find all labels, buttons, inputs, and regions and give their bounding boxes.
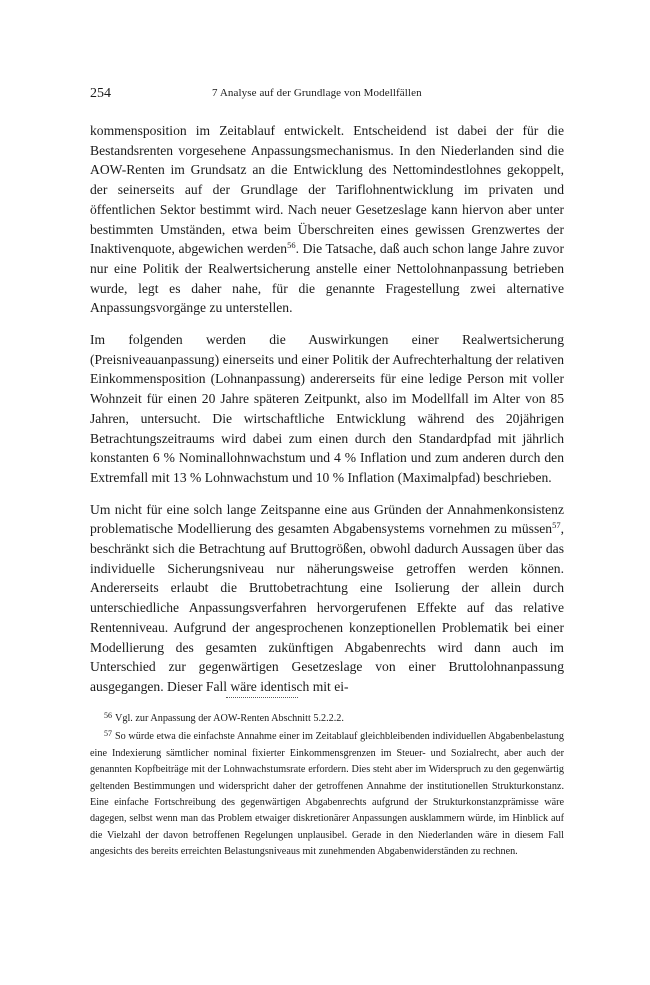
footnote-text: So würde etwa die einfachste Annahme einer im Zeitablauf gleichbleibenden individuellen Abgabenbelastung eine Indexierung sämtlicher nominal fixierter Einkommensgrenzen im Steuer- und Sozialrecht, aber auch der genannten Kopfbeiträge mit der Lohnwachstumsrate erfordern. Dies steht aber im Widerspruch zu den gegenwärtig geltenden Bestimmungen und widerspricht daher der getroffenen Annahme der institutionellen Strukturkonstanz. Eine einfache Fortschreibung des gegenwärtigen Abgabenrechts aufgrund der Strukturkonstanzprämisse wäre dagegen, selbst wenn man das Problem etwaiger diskretionärer Anpassungen ausklammern würde, im Hinblick auf die Vielzahl der davon betroffenen Regelungen unplausibel. Gerade in den Niederlanden wäre in diesem Fall angesichts des bereits erreichten Belastungsniveaus mit zunehmenden Abgabenwiderständen zu rechnen. [90,731,564,858]
page-number: 254 [90,86,111,101]
paragraph-2: Im folgenden werden die Auswirkungen einer Realwertsicherung (Preisniveauanpassung) einerseits und einer Politik der Aufrechterhaltung der relativen Einkommensposition (Lohnanpassung) andererseits für eine ledige Person mit voller Wohnzeit für einen 20 Jahre späteren Zeitpunkt, also im Modellfall im Alter von 85 Jahren, untersucht. Die wirtschaftliche Entwicklung während des 20jährigen Betrachtungszeitraums wird dabei zum einen durch den Standardpfad mit jährlich konstanten 6 % Nominallohnwachstum und 4 % Inflation und zum anderen durch den Extremfall mit 13 % Lohnwachstum und 10 % Inflation (Maximalpfad) beschrieben. [90,332,564,485]
body-text [90,121,564,709]
footnote-56 [90,711,564,727]
footnote-mark: 57 [104,729,112,739]
footnotes [90,711,564,863]
paragraph-3-text-b: , beschränkt sich die Betrachtung auf Bruttogrößen, obwohl dadurch Aussagen über das individuelle Sicherungsniveau nur näherungsweise getroffen werden können. Andererseits erlaubt die Bruttobetrachtung eine Isolierung der allein durch unterschiedliche Anpassungsverfahren hervorgerufenen Effekte auf das relative Rentenniveau. Aufgrund der angesprochenen konzeptionellen Problematik bei einer Modellierung des gesamten zukünftigen Abgabenrechts wird dann auch im Unterschied zur gegenwärtigen Gesetzeslage von einer Bruttolohnanpassung ausgegangen. Dieser Fall wäre identisch mit ei- [90,521,564,694]
footnote-ref-56[interactable]: 56 [287,240,296,251]
paragraph-1-text-a: kommensposition im Zeitablauf entwickelt. Entscheidend ist dabei der für die Bestandsrenten vorgesehene Anpassungsmechanismus. In den Niederlanden sind die AOW-Renten im Grundsatz an die Entwicklung des Nettomindestlohnes gekoppelt, der seinerseits auf der Grundlage der Tariflohnentwicklung im privaten und öffentlichen Sektor bestimmt wird. Nach neuer Gesetzeslage kann hiervon aber unter bestimmten Umständen, etwa beim Überschreiten eines gewissen Grenzwertes der Inaktivenquote, abgewichen werden [90,123,564,257]
footnote-divider [226,697,298,698]
paragraph-1-text-b: . Die Tatsache, daß auch schon lange Jahre zuvor nur eine Politik der Realwertsicherung anstelle einer Nettolohnanpassung betrieben wurde, legt es daher nahe, für die genannte Fragestellung zwei alternative Anpassungsvorgänge zu unterstellen. [90,241,564,316]
footnote-57 [90,729,564,860]
paragraph-1 [90,121,564,318]
footnote-ref-57[interactable]: 57 [552,520,561,531]
running-title: 7 Analyse auf der Grundlage von Modellfällen [212,87,422,99]
paragraph-3 [90,500,564,697]
footnote-text: Vgl. zur Anpassung der AOW-Renten Abschnitt 5.2.2.2. [115,713,344,724]
footnote-mark: 56 [104,711,112,720]
running-header [90,86,560,106]
paragraph-3-text-a: Um nicht für eine solch lange Zeitspanne eine aus Gründen der Annahmenkonsistenz problematische Modellierung des gesamten Abgabensystems vornehmen zu müssen [90,501,564,537]
